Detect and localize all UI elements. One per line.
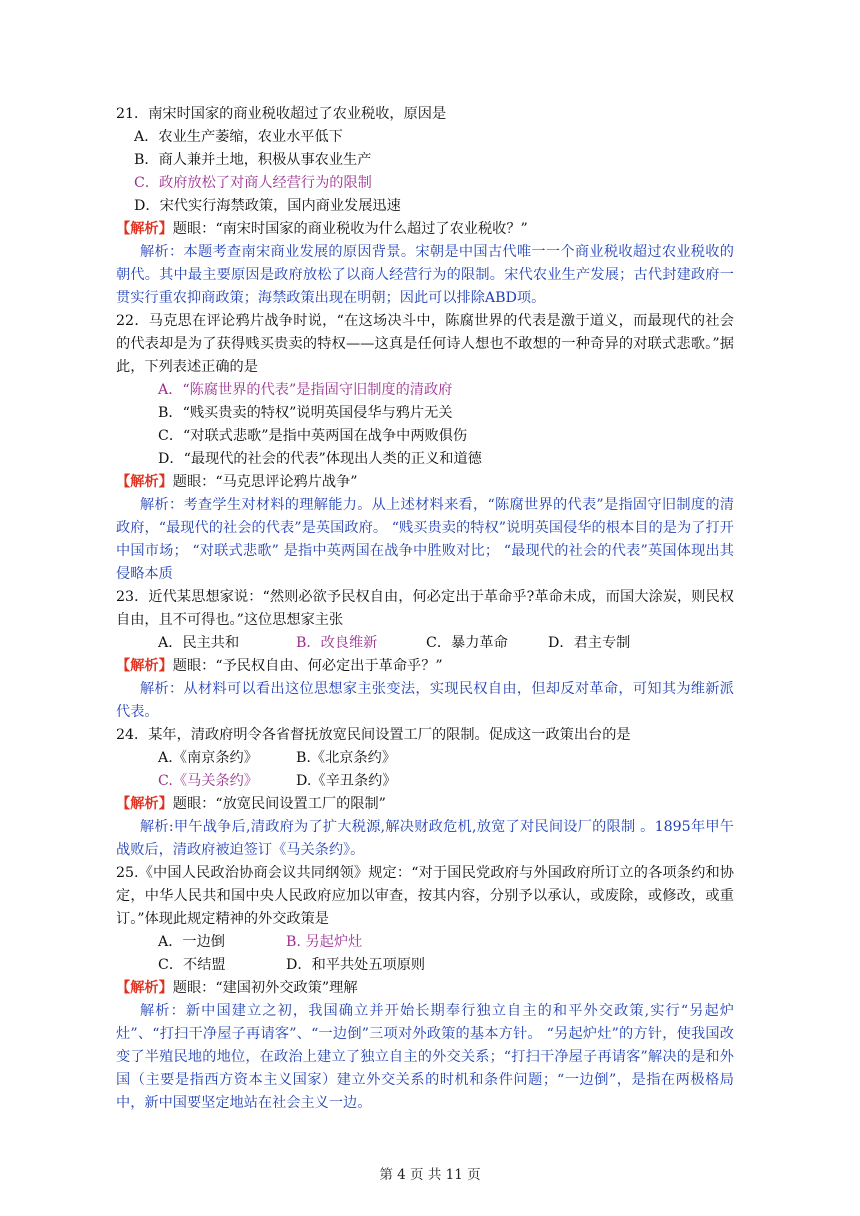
q25-explanation-header bbox=[116, 977, 734, 1000]
q21-option-a: A．农业生产萎缩，农业水平低下 bbox=[134, 129, 343, 145]
q23-option-c: C．暴力革命 bbox=[426, 635, 508, 651]
q23-analysis: 解析：从材料可以看出这位思想家主张变法，实现民权自由，但却反对革命，可知其为维新派代表。 bbox=[116, 681, 734, 720]
q22-option-b: B．“贱买贵卖的特权”说明英国侵华与鸦片无关 bbox=[158, 405, 453, 421]
q24-option-b: B.《北京条约》 bbox=[296, 750, 397, 766]
q21-analysis: 解析：本题考查南宋商业发展的原因背景。宋朝是中国古代唯一一个商业税收超过农业税收的朝代。其中最主要原因是政府放松了以商人经营行为的限制。宋代农业生产发展；古代封建政府一贯实行重农抑商政策；海禁政策出现在明朝；因此可以排除ABD项。 bbox=[116, 244, 734, 306]
q22-explanation-header bbox=[116, 471, 734, 494]
q24-explanation-header bbox=[116, 793, 734, 816]
question-22-stem: 22．马克思在评论鸦片战争时说，“在这场决斗中，陈腐世界的代表是激于道义，而最现代的社会的代表却是为了获得贱买贵卖的特权——这真是任何诗人想也不敢想的一种奇异的对联式悲歌。”据此，下列表述正确的是 bbox=[116, 313, 734, 375]
explanation-tag: 【解析】 bbox=[116, 221, 173, 237]
q25-options-row-2 bbox=[116, 954, 734, 977]
question-23-stem: 23．近代某思想家说：“然则必欲予民权自由，何必定出于革命乎?革命未成，而国大涂炭，则民权自由，且不可得也。”这位思想家主张 bbox=[116, 589, 734, 628]
q25-option-b-answer: B. 另起炉灶 bbox=[286, 934, 363, 950]
q22-option-a-answer: A．“陈腐世界的代表”是指固守旧制度的清政府 bbox=[158, 382, 453, 398]
q24-options-row-2 bbox=[116, 770, 734, 793]
q23-option-a: A．民主共和 bbox=[158, 635, 240, 651]
q24-key-phrase: 题眼：“放宽民间设置工厂的限制” bbox=[172, 796, 386, 812]
q23-option-b-answer: B．改良维新 bbox=[296, 635, 378, 651]
q21-option-b: B．商人兼并土地，积极从事农业生产 bbox=[134, 152, 372, 168]
q23-explanation-header bbox=[116, 655, 734, 678]
explanation-tag: 【解析】 bbox=[116, 796, 173, 812]
q22-analysis: 解析：考查学生对材料的理解能力。从上述材料来看，“陈腐世界的代表”是指固守旧制度的清政府，“最现代的社会的代表”是英国政府。 “贱买贵卖的特权”说明英国侵华的根本目的是为了打开中国市场； “对联式悲歌” 是指中英两国在战争中胜败对比； “最现代的社会的代表”英国体现出其侵略本质 bbox=[116, 497, 734, 582]
q23-option-d: D．君主专制 bbox=[548, 635, 631, 651]
page-content bbox=[116, 103, 734, 1115]
page-number-footer: 第 4 页 共 11 页 bbox=[379, 1167, 481, 1183]
question-21-stem: 21．南宋时国家的商业税收超过了农业税收，原因是 bbox=[116, 106, 447, 122]
q25-option-c: C．不结盟 bbox=[158, 957, 226, 973]
q24-analysis: 解析:甲午战争后,清政府为了扩大税源,解决财政危机,放宽了对民间设厂的限制 。1895年甲午战败后，清政府被迫签订《马关条约》。 bbox=[116, 819, 734, 858]
q25-option-d: D．和平共处五项原则 bbox=[286, 957, 426, 973]
q23-key-phrase: 题眼：“予民权自由、何必定出于革命乎？” bbox=[172, 658, 443, 674]
explanation-tag: 【解析】 bbox=[116, 474, 173, 490]
q23-options-row bbox=[116, 632, 734, 655]
q21-option-c-answer: C．政府放松了对商人经营行为的限制 bbox=[134, 175, 372, 191]
question-24-stem: 24．某年，清政府明令各省督抚放宽民间设置工厂的限制。促成这一政策出台的是 bbox=[116, 727, 631, 743]
q25-analysis: 解析：新中国建立之初，我国确立并开始长期奉行独立自主的和平外交政策,实行“另起炉灶”、“打扫干净屋子再请客”、“一边倒”三项对外政策的基本方针。 “另起炉灶”的方针，使我国改变了半殖民地的地位，在政治上建立了独立自主的外交关系；“打扫干净屋子再请客”解决的是和外国（主要是指西方资本主义国家）建立外交关系的时机和条件问题；“一边倒”，是指在两极格局中，新中国要坚定地站在社会主义一边。 bbox=[116, 1003, 734, 1111]
explanation-tag: 【解析】 bbox=[116, 980, 173, 996]
q22-option-c: C．“对联式悲歌”是指中英两国在战争中两败俱伤 bbox=[158, 428, 468, 444]
q24-options-row-1 bbox=[116, 747, 734, 770]
q22-key-phrase: 题眼：“马克思评论鸦片战争” bbox=[172, 474, 358, 490]
q24-option-c-answer: C.《马关条约》 bbox=[158, 773, 258, 789]
q25-option-a: A．一边倒 bbox=[158, 934, 225, 950]
explanation-tag: 【解析】 bbox=[116, 658, 173, 674]
q25-key-phrase: 题眼：“建国初外交政策”理解 bbox=[172, 980, 358, 996]
q21-explanation-header bbox=[116, 218, 734, 241]
q25-options-row-1 bbox=[116, 931, 734, 954]
q24-option-d: D.《辛丑条约》 bbox=[296, 773, 397, 789]
question-25-stem: 25.《中国人民政治协商会议共同纲领》规定：“对于国民党政府与外国政府所订立的各项条约和协定，中华人民共和国中央人民政府应加以审查，按其内容，分别予以承认，或废除，或修改，或重订。”体现此规定精神的外交政策是 bbox=[116, 865, 734, 927]
q21-option-d: D．宋代实行海禁政策，国内商业发展迅速 bbox=[134, 198, 401, 214]
q22-option-d: D．“最现代的社会的代表”体现出人类的正义和道德 bbox=[158, 451, 482, 467]
q21-key-phrase: 题眼：“南宋时国家的商业税收为什么超过了农业税收？” bbox=[172, 221, 528, 237]
q24-option-a: A.《南京条约》 bbox=[158, 750, 258, 766]
